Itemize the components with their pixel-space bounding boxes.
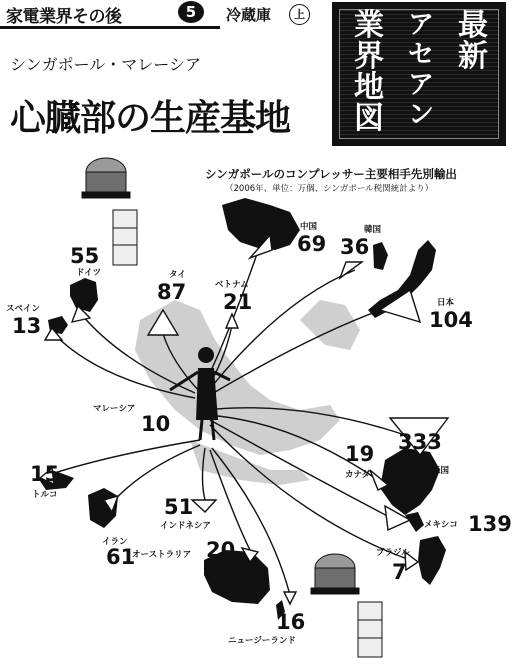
country-name: イラン xyxy=(102,537,128,547)
arrowhead-indonesia xyxy=(192,500,216,512)
country-name: 韓国 xyxy=(364,225,382,235)
export-value: 19 xyxy=(345,442,375,466)
country-name: ブラジル xyxy=(376,548,410,558)
series-header xyxy=(0,0,220,29)
country-name: カナダ xyxy=(345,470,371,480)
topic-label: 冷蔵庫 xyxy=(226,6,272,24)
country-name: ニュージーランド xyxy=(228,636,296,646)
export-value: 7 xyxy=(392,560,407,584)
title-col-2: ア セ ア ン xyxy=(407,10,434,130)
part-badge: 上 xyxy=(289,4,310,25)
export-value: 61 xyxy=(106,545,136,569)
arrow-turkey xyxy=(48,440,200,475)
export-value: 104 xyxy=(429,308,473,332)
country-name: オーストラリア xyxy=(132,550,192,560)
refrigerator-illustration-top xyxy=(113,210,137,265)
export-value: 21 xyxy=(223,290,253,314)
country-name: ドイツ xyxy=(76,268,102,278)
country-name: タイ xyxy=(169,270,186,280)
export-value: 87 xyxy=(157,280,187,304)
title-col-1: 最 新 xyxy=(458,8,488,74)
arrowhead-vietnam xyxy=(226,314,238,328)
country-name: 米国 xyxy=(432,466,450,476)
series-title-block xyxy=(332,2,506,146)
export-value: 16 xyxy=(276,610,306,634)
series-title: 家電業界その後 xyxy=(6,7,122,27)
germany-shape xyxy=(70,278,98,312)
chart-title: シンガポールのコンプレッサー主要相手先別輸出 xyxy=(205,167,457,181)
country-name: スペイン xyxy=(6,304,41,314)
country-name: 中国 xyxy=(300,222,318,232)
chart-source-note: （2006年、単位：万個、シンガポール税関統計より） xyxy=(225,184,434,194)
brazil-shape xyxy=(418,536,446,585)
headline: 心臓部の生産基地 xyxy=(10,98,291,139)
country-name: ベトナム xyxy=(215,280,249,290)
china-shape xyxy=(222,198,300,250)
country-name: トルコ xyxy=(32,490,58,500)
series-number: 5 xyxy=(178,1,204,23)
export-value: 69 xyxy=(297,232,327,256)
export-value: 333 xyxy=(398,430,442,454)
export-value: 51 xyxy=(164,495,194,519)
export-value: 139 xyxy=(468,512,512,536)
title-col-3: 業 界 地 図 xyxy=(354,8,384,136)
export-value: 55 xyxy=(70,244,100,268)
refrigerator-illustration-bottom xyxy=(358,602,382,657)
usa-shape xyxy=(380,448,440,515)
export-value: 15 xyxy=(30,462,60,486)
arrowhead-korea xyxy=(340,262,362,278)
country-name: インドネシア xyxy=(160,521,211,531)
compressor-illustration-top xyxy=(82,158,130,198)
export-value: 36 xyxy=(340,235,370,259)
korea-shape xyxy=(373,242,388,270)
arrowhead-new-zealand xyxy=(284,592,296,604)
flow-map xyxy=(0,140,516,665)
subheading: シンガポール・マレーシア xyxy=(10,55,201,74)
country-name: 日本 xyxy=(437,298,455,308)
export-value: 20 xyxy=(206,538,236,562)
export-value: 13 xyxy=(12,314,42,338)
mexico-shape xyxy=(405,512,424,532)
country-name: マレーシア xyxy=(93,404,136,414)
compressor-illustration-bottom xyxy=(311,554,359,594)
export-value: 10 xyxy=(141,412,171,436)
country-name: メキシコ xyxy=(424,520,458,530)
